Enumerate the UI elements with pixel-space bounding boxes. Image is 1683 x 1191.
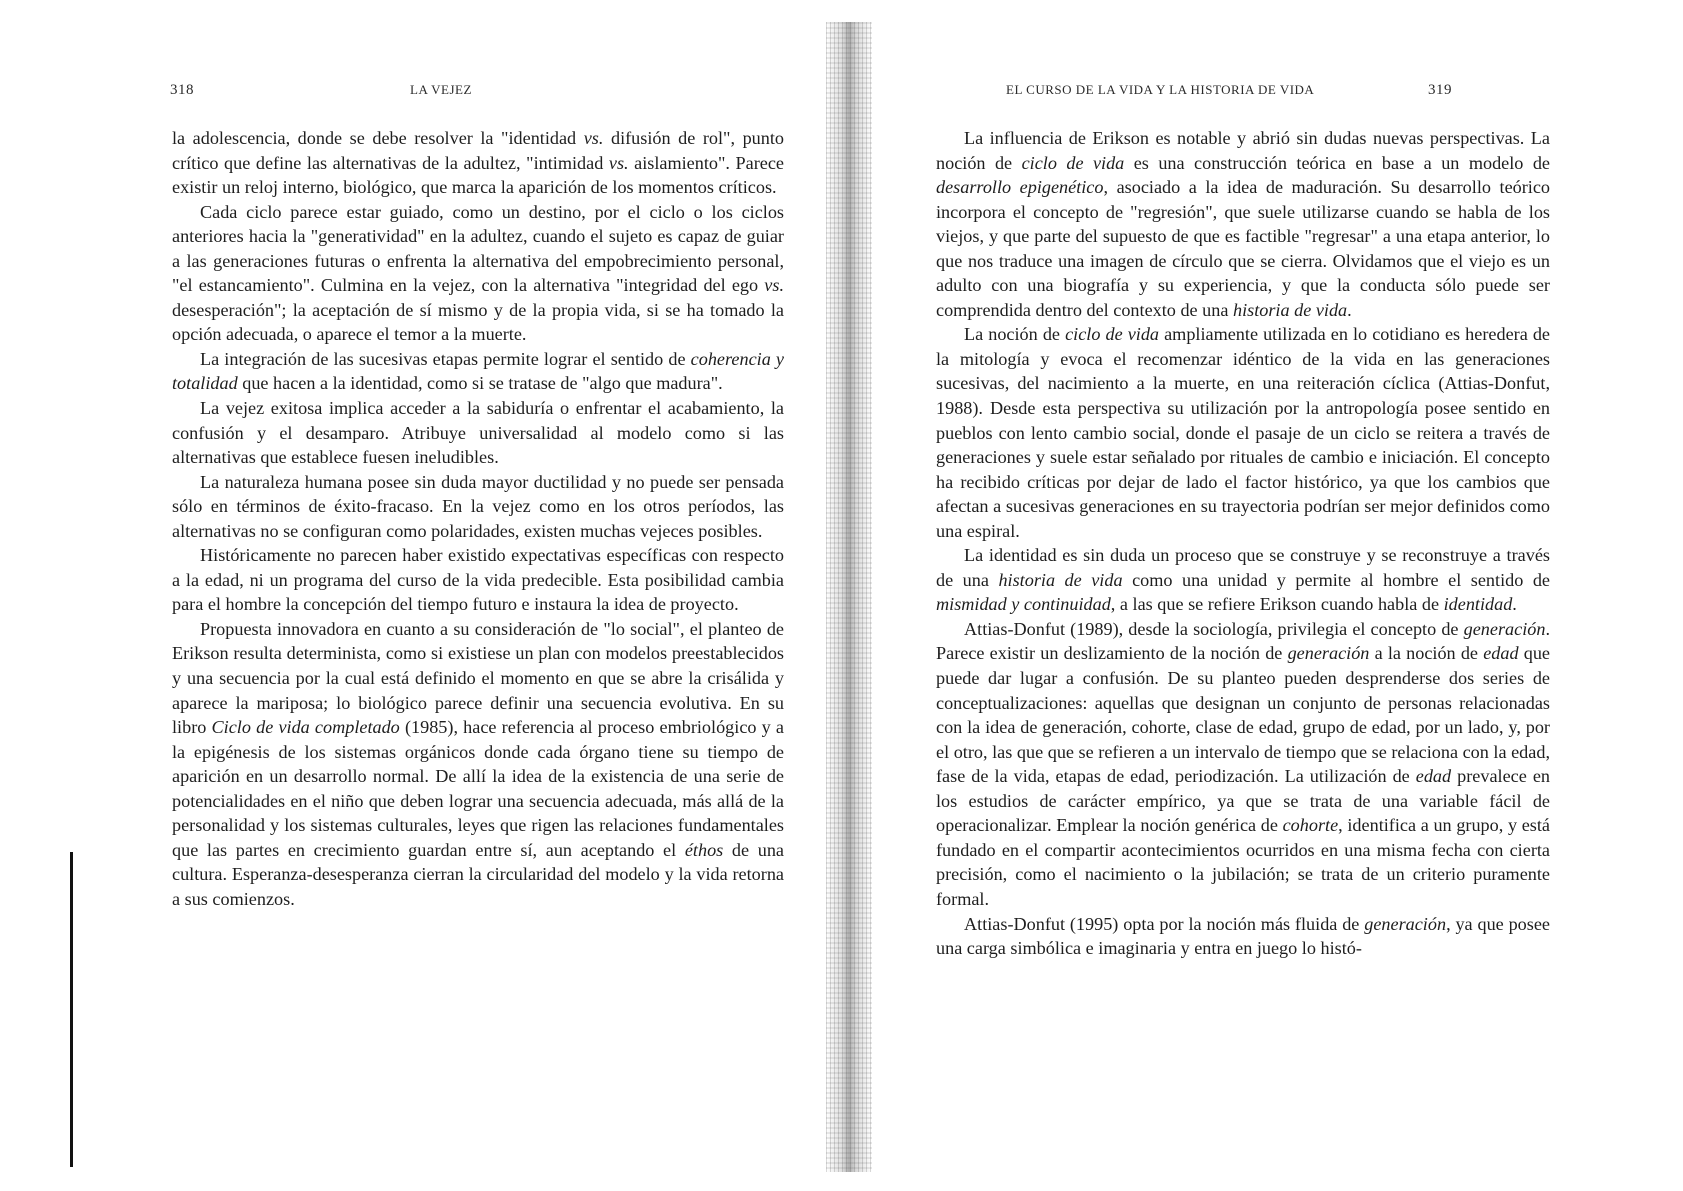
italic-term: historia de vida bbox=[998, 569, 1123, 590]
italic-term: vs. bbox=[608, 152, 629, 173]
paragraph: La noción de ciclo de vida ampliamente utilizada en lo cotidiano es heredera de la mitología y evoca el recomenzar idéntico de la vida en las generaciones sucesivas, del nacimiento a la muerte, en una reiteración cíclica (Attias-Donfut, 1988). Desde esta perspectiva su utilización por la antropología posee sentido en pueblos con lento cambio social, donde el pasaje de un ciclo se reitera a través de generaciones y suele estar señalado por rituales de cambio e iniciación. El concepto ha recibido críticas por dejar de lado el factor histórico, ya que los cambios que afectan a sucesivas generaciones en su trayectoria podrían ser mejor definidos como una espiral. bbox=[936, 324, 1551, 541]
paragraph: La identidad es sin duda un proceso que se construye y se reconstruye a través de una historia de vida como una unidad y permite al hombre el sentido de mismidad y continuidad, a las que se refiere Erikson cuando habla de identidad. bbox=[936, 545, 1550, 615]
body-text bbox=[172, 126, 784, 912]
italic-term: generación bbox=[1364, 913, 1447, 934]
running-head: EL CURSO DE LA VIDA Y LA HISTORIA DE VIDA bbox=[1006, 82, 1315, 97]
paragraph: Cada ciclo parece estar guiado, como un destino, por el ciclo o los ciclos anteriores hacia la "generatividad" en la adultez, cuando el sujeto es capaz de guiar a las generaciones futuras o enfrenta la alternativa del empobrecimiento personal, "el estancamiento". Culmina en la vejez, con la alternativa "integridad del ego vs. desesperación"; la aceptación de sí mismo y de la propia vida, si se ha tomado la opción adecuada, o aparece el temor a la muerte. bbox=[172, 201, 784, 345]
italic-term: vs. bbox=[764, 275, 784, 296]
italic-term: ciclo de vida bbox=[1065, 324, 1160, 345]
italic-term: historia de vida bbox=[1232, 299, 1348, 320]
left-page bbox=[0, 0, 830, 1191]
running-head: LA VEJEZ bbox=[410, 82, 472, 97]
italic-term: Ciclo de vida completado bbox=[211, 717, 400, 738]
italic-term: identidad bbox=[1443, 594, 1513, 615]
paragraph: Attias-Donfut (1995) opta por la noción más fluida de generación, ya que posee una carga simbólica e imaginaria y entra en juego lo histó- bbox=[936, 913, 1550, 959]
italic-term: edad bbox=[1415, 766, 1452, 787]
paragraph: La naturaleza humana posee sin duda mayor ductilidad y no puede ser pensada sólo en términos de éxito-fracaso. En la vejez como en los otros períodos, las alternativas no se configuran como polaridades, existen muchas vejeces posibles. bbox=[172, 471, 784, 541]
italic-term: coherencia y totalidad bbox=[172, 348, 784, 394]
italic-term: mismidad y continuidad bbox=[936, 594, 1111, 615]
italic-term: ciclo de vida bbox=[1021, 152, 1125, 173]
italic-term: cohorte bbox=[1282, 815, 1339, 836]
italic-term: vs. bbox=[583, 128, 604, 148]
body-text bbox=[936, 126, 1550, 961]
paragraph: La integración de las sucesivas etapas permite lograr el sentido de coherencia y totalidad que hacen a la identidad, como si se tratase de "algo que madura". bbox=[172, 348, 784, 394]
page-number: 319 bbox=[1428, 82, 1452, 98]
paragraph: Attias-Donfut (1989), desde la sociología, privilegia el concepto de generación. Parece existir un deslizamiento de la noción de generación a la noción de edad que puede dar lugar a confusión. De su planteo pueden desprenderse dos series de conceptualizaciones: aquellas que designan un conjunto de personas relacionadas con la idea de generación, cohorte, clase de edad, grupo de edad, por un lado, y, por el otro, las que que se refieren a un intervalo de tiempo que se relaciona con la edad, fase de la vida, etapas de edad, periodización. La utilización de edad prevalece en los estudios de carácter empírico, ya que se trata de una variable fácil de operacionalizar. Emplear la noción genérica de cohorte, identifica a un grupo, y está fundado en el compartir acontecimientos ocurridos en una misma fecha con cierta precisión, como el nacimiento o la jubilación; se trata de un criterio puramente formal. bbox=[936, 618, 1550, 909]
italic-term: desarrollo epigenético bbox=[936, 177, 1104, 198]
paragraph: Históricamente no parecen haber existido expectativas específicas con respecto a la edad, ni un programa del curso de la vida predecible. Esta posibilidad cambia para el hombre la concepción del tiempo futuro e instaura la idea de proyecto. bbox=[172, 545, 784, 615]
binding-shadow bbox=[70, 852, 73, 1167]
paragraph: La influencia de Erikson es notable y abrió sin dudas nuevas perspectivas. La noción de ciclo de vida es una construcción teórica en base a un modelo de desarrollo epigenético, asociado a la idea de maduración. Su desarrollo teórico incorpora el concepto de "regresión", que suele utilizarse cuando se habla de los viejos, y que parte del supuesto de que es factible "regresar" a una etapa anterior, lo que nos traduce una imagen de círculo que se cierra. Olvidamos que el viejo es un adulto con una biografía y su experiencia, y que la conducta sólo puede ser comprendida dentro del contexto de una historia de vida. bbox=[936, 128, 1551, 320]
italic-term: éthos bbox=[684, 839, 724, 860]
italic-term: generación bbox=[1287, 643, 1370, 664]
page-number: 318 bbox=[170, 82, 194, 98]
paragraph: La vejez exitosa implica acceder a la sabiduría o enfrentar el acabamiento, la confusión y el desamparo. Atribuye universalidad al modelo como si las alternativas que establece fuesen ineludibles. bbox=[172, 398, 784, 468]
paragraph: Propuesta innovadora en cuanto a su consideración de "lo social", el planteo de Erikson resulta determinista, como si existiese un plan con modelos preestablecidos y una secuencia por la cual está definido el momento en que se abre la crisálida y aparece la mariposa; lo biológico parece definir una secuencia evolutiva. En su libro Ciclo de vida completado (1985), hace referencia al proceso embriológico y a la epigénesis de los sistemas orgánicos donde cada órgano tiene su tiempo de aparición en un desarrollo normal. De allí la idea de la existencia de una serie de potencialidades en el niño que deben lograr una secuencia adecuada, más allá de la personalidad y los sistemas culturales, leyes que rigen las relaciones fundamentales que las partes en crecimiento guardan entre sí, aun aceptando el éthos de una cultura. Esperanza-desesperanza cierran la circularidad del modelo y la vida retorna a sus comienzos. bbox=[172, 618, 784, 909]
italic-term: generación bbox=[1463, 618, 1546, 639]
paragraph: la adolescencia, donde se debe resolver la "identidad vs. difusión de rol", punto crítico que define las alternativas de la adultez, "intimidad vs. aislamiento". Parece existir un reloj interno, biológico, que marca la aparición de los momentos críticos. bbox=[172, 128, 785, 198]
right-page bbox=[860, 0, 1683, 1191]
italic-term: edad bbox=[1483, 643, 1519, 664]
